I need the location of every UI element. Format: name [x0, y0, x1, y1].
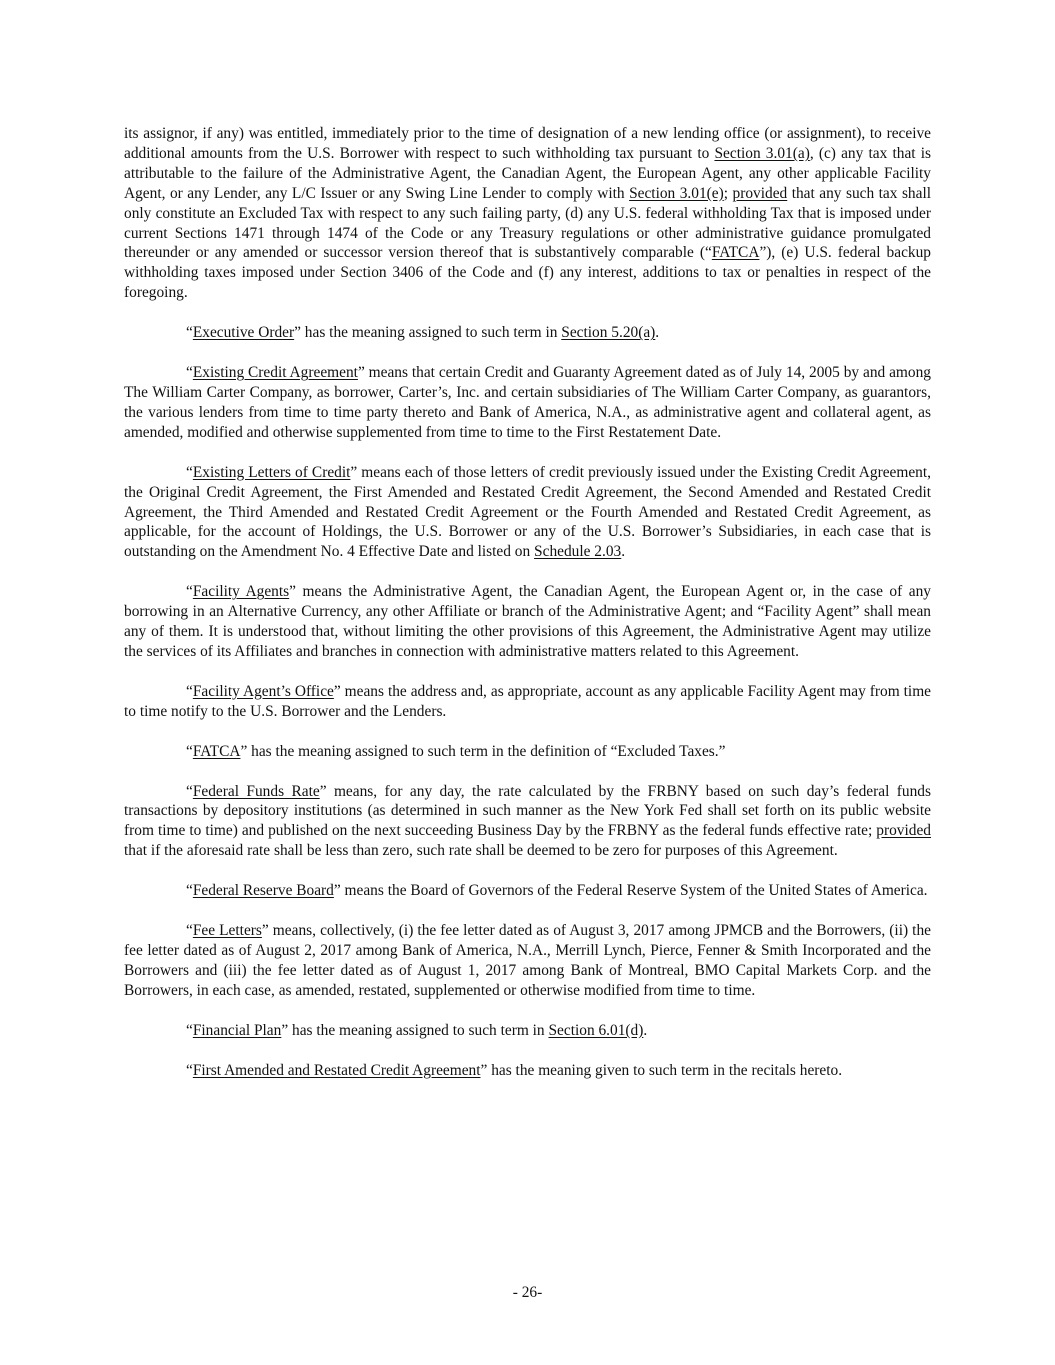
underlined-term: FATCA: [711, 244, 760, 262]
text-run: that any such tax shall only constitute an Excluded Tax with respect to any such failing party, (d) any U.S. federal withholding Tax that is imposed under current Sections 1471 through 1474 of the Code or any Treasury regulations or other administrative guidance promulgated thereunder or any amended or successor version thereof that is substantively comparable (“: [124, 184, 932, 262]
underlined-term: Section 6.01(d): [548, 1021, 644, 1039]
text-run: “: [186, 324, 193, 342]
text-run: “: [186, 682, 193, 700]
continuation-paragraph: [124, 124, 931, 303]
definition-financial-plan: [124, 1021, 931, 1041]
text-run: “: [186, 364, 193, 382]
text-run: “: [186, 583, 193, 601]
underlined-term: FATCA: [192, 742, 241, 760]
text-run: ” means the Board of Governors of the Federal Reserve System of the United States of America.: [333, 882, 928, 900]
text-run: “: [186, 463, 193, 481]
text-run: , (c) any tax that is attributable to the failure of the Administrative Agent, the Canadian Agent, the European Agent, any other applicable Facility Agent, or any Lender, any L/C Issuer or any Swing Line Lender to comply with: [124, 144, 931, 202]
underlined-term: Federal Funds Rate: [192, 782, 320, 800]
underlined-term: provided: [876, 822, 931, 840]
text-run: ” means the address and, as appropriate, account as any applicable Facility Agent may from time to time notify to the U.S. Borrower and the Lenders.: [124, 682, 931, 720]
text-run: ” means that certain Credit and Guaranty Agreement dated as of July 14, 2005 by and among The William Carter Company, as borrower, Carter’s, Inc. and certain subsidiaries of The William Carter Company, as guarantors, the various lenders from time to time party thereto and Bank of America, N.A., as administrative agent and collateral agent, as amended, modified and otherwise supplemented from time to time to the First Restatement Date.: [124, 364, 931, 441]
underlined-term: Existing Letters of Credit: [192, 463, 351, 481]
definition-federal-reserve-board: [124, 881, 931, 901]
underlined-term: Existing Credit Agreement: [192, 364, 358, 382]
text-run: ”), (e) U.S. federal backup withholding taxes imposed under Section 3406 of the Code and (f) any interest, additions to tax or penalties in respect of the foregoing.: [124, 244, 931, 302]
text-run: “: [186, 1021, 193, 1039]
text-run: “: [186, 922, 193, 940]
underlined-term: Section 5.20(a): [561, 324, 656, 342]
definition-facility-agents-office: [124, 682, 931, 722]
underlined-term: Facility Agents: [192, 583, 290, 601]
text-run: ” has the meaning assigned to such term in: [294, 324, 562, 342]
underlined-term: Schedule 2.03: [534, 543, 622, 561]
underlined-term: Section 3.01(a): [714, 144, 810, 162]
text-run: “: [186, 1061, 193, 1079]
text-run: .: [643, 1021, 648, 1039]
text-run: ” means, for any day, the rate calculated by the FRBNY based on such day’s federal funds transactions by depository institutions (as determined in such manner as the New York Fed shall set forth on its public website from time to time) and published on the next succeeding Business Day by the FRBNY as the federal funds effective rate;: [124, 782, 931, 840]
text-run: ” means, collectively, (i) the fee letter dated as of August 3, 2017 among JPMCB and the Borrowers, (ii) the fee letter dated as of August 2, 2017 among Bank of America, N.A., Merrill Lynch, Pierce, Fenner & Smith Incorporated and the Borrowers and (iii) the fee letter dated as of August 1, 2017 among Bank of Montreal, BMO Capital Markets Corp. and the Borrowers, in each case, as amended, restated, supplemented or otherwise modified from time to time.: [124, 922, 931, 999]
underlined-term: Section 3.01(e): [629, 184, 724, 202]
text-run: ” has the meaning assigned to such term in the definition of “Excluded Taxes.”: [240, 742, 726, 760]
definition-facility-agents: [124, 582, 931, 662]
text-run: its assignor, if any) was entitled, immediately prior to the time of designation of a new lending office (or assignment), to receive additional amounts from the U.S. Borrower with respect to such withholding tax pursuant to: [124, 125, 931, 162]
underlined-term: Fee Letters: [192, 922, 262, 940]
text-run: ;: [723, 184, 733, 202]
page-number: - 26-: [512, 1284, 543, 1301]
text-run: ” means the Administrative Agent, the Canadian Agent, the European Agent or, in the case of any borrowing in an Alternative Currency, any other Affiliate or branch of the Administrative Agent; and “Facility Agent” shall mean any of them. It is understood that, without limiting the other provisions of this Agreement, the Administrative Agent may utilize the services of its Affiliates and branches in connection with administrative matters related to this Agreement.: [124, 583, 932, 660]
text-run: that if the aforesaid rate shall be less than zero, such rate shall be deemed to be zero for purposes of this Agreement.: [124, 842, 838, 860]
underlined-term: Financial Plan: [192, 1021, 282, 1039]
definition-fee-letters: [124, 921, 931, 1001]
underlined-term: Facility Agent’s Office: [192, 682, 334, 700]
text-run: ” has the meaning assigned to such term in: [281, 1021, 549, 1039]
text-run: “: [186, 782, 193, 800]
underlined-term: provided: [732, 184, 788, 202]
definition-first-amended-restated-credit-agreement: [124, 1061, 931, 1081]
text-run: .: [621, 543, 626, 561]
underlined-term: Executive Order: [192, 324, 295, 342]
definition-federal-funds-rate: [124, 782, 931, 862]
definition-executive-order: [124, 323, 931, 343]
underlined-term: First Amended and Restated Credit Agreement: [192, 1061, 481, 1079]
text-run: ” has the meaning given to such term in the recitals hereto.: [480, 1061, 843, 1079]
text-run: .: [655, 324, 660, 342]
definition-existing-letters-of-credit: [124, 463, 931, 563]
text-run: “: [186, 742, 193, 760]
text-run: “: [186, 882, 193, 900]
document-page: [124, 124, 931, 1081]
text-run: ” means each of those letters of credit previously issued under the Existing Credit Agreement, the Original Credit Agreement, the First Amended and Restated Credit Agreement, the Second Amended and Restated Credit Agreement, the Third Amended and Restated Credit Agreement or the Fourth Amended and Restated Credit Agreement, as applicable, for the account of Holdings, the U.S. Borrower or any of the U.S. Borrower’s Subsidiaries, in each case that is outstanding on the Amendment No. 4 Effective Date and listed on: [124, 463, 931, 561]
underlined-term: Federal Reserve Board: [192, 882, 334, 900]
definition-fatca: [124, 742, 931, 762]
definition-existing-credit-agreement: [124, 363, 931, 443]
